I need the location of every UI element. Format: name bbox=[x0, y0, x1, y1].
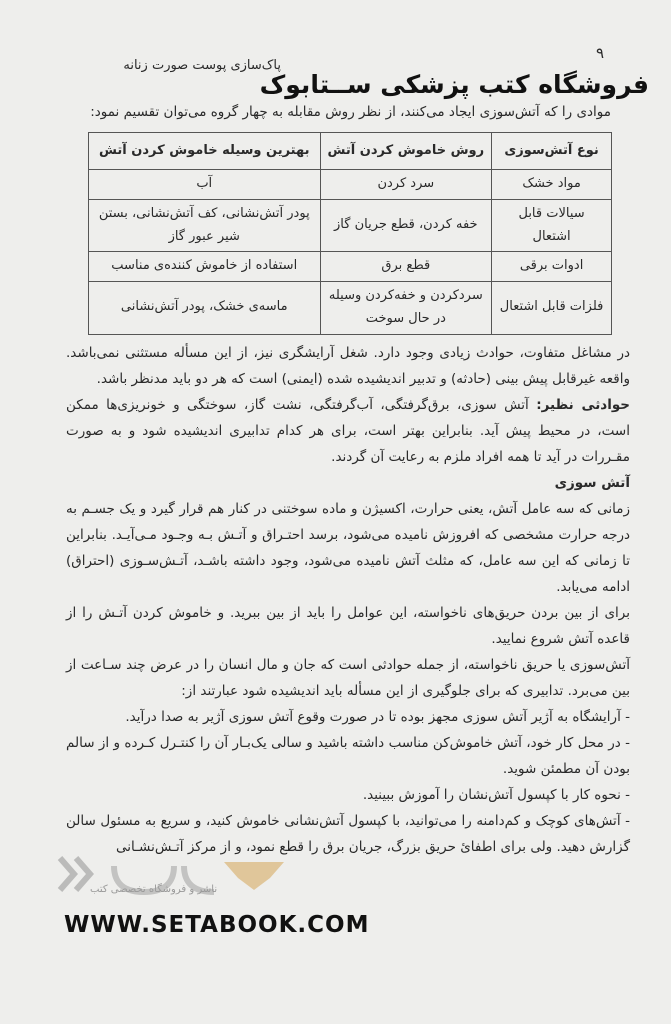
paragraph: زمانی که سه عامل آتش، یعنی حرارت، اکسیژن و ماده سوختنی در کنار هم قرار گیرد و یک جسـم به درجه حرارت مشخصی که افروزش نامیده می‌شود، برسد احتـراق و آتـش بـه وجـود مـی‌آیـد. بنابراین تا زمانی که این سه عامل، که مثلث آتش نامیده می‌شود، وجود داشته باشـد، آتـش‌سـوزی (احتراق) ادامه می‌یابد. bbox=[66, 501, 630, 595]
bullet-item: - در محل کار خود، آتش خاموش‌کن مناسب داشته باشید و سالی یک‌بـار آن را کنتـرل کـرده و از سالم بودن آن مطمئن شوید. bbox=[66, 735, 630, 777]
watermark-tagline: ناشر و فروشگاه تخصصی کتب bbox=[90, 884, 218, 895]
table-cell: آب bbox=[89, 170, 321, 200]
table-row bbox=[89, 170, 612, 200]
paragraph: در مشاغل متفاوت، حوادث زیادی وجود دارد. شغل آرایشگری نیز، از این مسأله مستثنی نمی‌باشد. واقعه غیرقابل پیش بینی (حادثه) و تدبیر اندیشیده شده (ایمنی) است که هر دو باید مدنظر باشد. bbox=[66, 345, 630, 387]
table-header-cell: بهترین وسیله خاموش کردن آتش bbox=[89, 133, 321, 170]
store-title: فروشگاه کتب پزشکی ســتابوک bbox=[259, 70, 649, 99]
paragraph: آتش‌سوزی یا حریق ناخواسته، از جمله حوادثی است که جان و مال انسان را در عرض چند سـاعت از بین می‌برد. تدابیری که برای جلوگیری از این مسأله باید اندیشیده شود عبارتند از: bbox=[66, 657, 630, 699]
paragraph-text: آتش سوزی، برق‌گرفتگی، آب‌گرفتگی، نشت گاز، سوختگی و خونریزی‌ها ممکن است، در محیط پیش آید. بنابراین بهتر است، برای هر کدام تدابیری اندیشیده شود و به صورت مقـررات در آید تا همه افراد ملزم به رعایت آن گردند. bbox=[66, 397, 630, 465]
watermark-url: WWW.SETABOOK.COM bbox=[64, 912, 370, 938]
paragraph: برای از بین بردن حریق‌های ناخواسته، این عوامل را باید از بین ببرید. و خاموش کردن آتـش را از قاعده آتش شروع نمایید. bbox=[66, 605, 630, 647]
table-cell: ادوات برقی bbox=[492, 252, 612, 282]
intro-paragraph: موادی را که آتش‌سوزی ایجاد می‌کنند، از نظر روش مقابله به چهار گروه می‌توان تقسیم نمود: bbox=[90, 104, 611, 120]
table-header-row bbox=[89, 133, 612, 170]
paragraph bbox=[66, 392, 630, 470]
table-row bbox=[89, 199, 612, 252]
section-heading: آتش سوزی bbox=[554, 475, 630, 491]
table-cell: قطع برق bbox=[320, 252, 492, 282]
table-cell: خفه کردن، قطع جریان گاز bbox=[320, 199, 492, 252]
page-number: ۹ bbox=[596, 44, 605, 62]
bullet-item: - نحوه کار با کپسول آتش‌نشان را آموزش ببینید. bbox=[362, 787, 630, 803]
running-head: پاک‌سازی پوست صورت زنانه bbox=[123, 58, 281, 73]
table-cell: پودر آتش‌نشانی، کف آتش‌نشانی، بستن شیر عبور گاز bbox=[89, 199, 321, 252]
bullet-item: - آتش‌های کوچک و کم‌دامنه را می‌توانید، با کپسول آتش‌نشانی خاموش کنید، و سریع به مسئول سالن گزارش دهید. ولی برای اطفائ حریق بزرگ، جریان برق را قطع نمود، و از مرکز آتـش‌نشـانی bbox=[66, 813, 630, 855]
table-cell: فلزات قابل اشتعال bbox=[492, 282, 612, 335]
paragraph-label: حوادثی نظیر: bbox=[536, 397, 631, 413]
body-text bbox=[66, 340, 630, 860]
table-row bbox=[89, 252, 612, 282]
fire-types-table bbox=[88, 132, 612, 335]
table-cell: استفاده از خاموش کننده‌ی مناسب bbox=[89, 252, 321, 282]
table-cell: مواد خشک bbox=[492, 170, 612, 200]
table-header-cell: نوع آتش‌سوزی bbox=[492, 133, 612, 170]
table-cell: سردکردن و خفه‌کردن وسیله در حال سوخت bbox=[320, 282, 492, 335]
table-header-cell: روش خاموش کردن آتش bbox=[320, 133, 492, 170]
table-cell: سرد کردن bbox=[320, 170, 492, 200]
table-cell: ماسه‌ی خشک، پودر آتش‌نشانی bbox=[89, 282, 321, 335]
table-cell: سیالات قابل اشتعال bbox=[492, 199, 612, 252]
table-row bbox=[89, 282, 612, 335]
bullet-item: - آرایشگاه به آژیر آتش سوزی مجهز بوده تا در صورت وقوع آتش سوزی آژیر به صدا درآید. bbox=[125, 709, 630, 725]
